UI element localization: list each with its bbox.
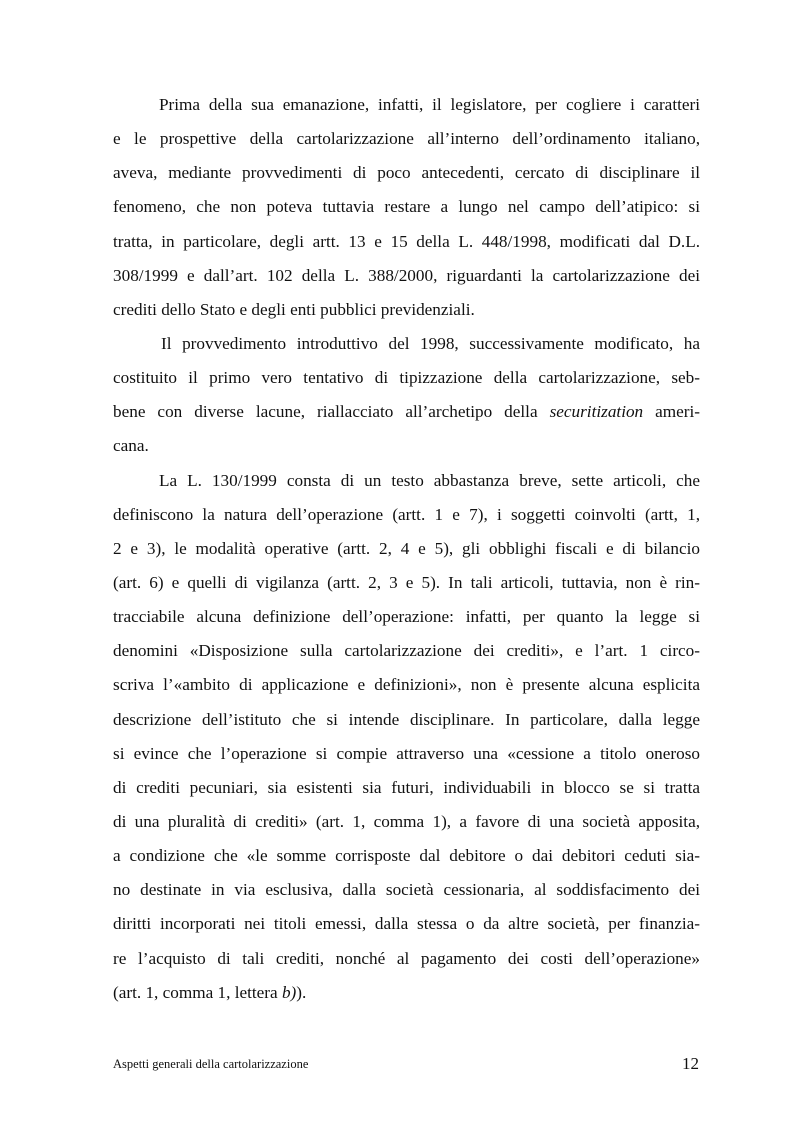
text-line-with-italic — [113, 395, 700, 429]
text-line: a condizione che «le somme corrisposte dal debitore o dai debitori ceduti sia- — [113, 846, 700, 866]
text-line: di una pluralità di crediti» (art. 1, comma 1), a favore di una società apposita, — [113, 811, 700, 831]
text-segment: (art. 1, comma 1, lettera — [113, 982, 278, 1002]
text-segment: ameri- — [655, 402, 701, 422]
text-line: 308/1999 e dall’art. 102 della L. 388/2000, riguardanti la cartolarizzazione dei — [113, 265, 700, 285]
text-line: definiscono la natura dell’operazione (artt. 1 e 7), i soggetti coinvolti (artt, 1, — [113, 504, 700, 524]
text-line: re l’acquisto di tali crediti, nonché al pagamento dei costi dell’operazione» — [113, 948, 700, 968]
text-line: di crediti pecuniari, sia esistenti sia futuri, individuabili in blocco se si tratta — [113, 777, 700, 797]
text-line: crediti dello Stato e degli enti pubblici previdenziali. — [113, 299, 475, 319]
text-line: Il provvedimento introduttivo del 1998, successivamente modificato, ha — [161, 333, 700, 353]
page-number: 12 — [682, 1054, 699, 1073]
text-line: si evince che l’operazione si compie attraverso una «cessione a titolo oneroso — [113, 743, 700, 763]
text-line: fenomeno, che non poteva tuttavia restare a lungo nel campo dell’atipico: si — [113, 197, 700, 217]
text-line: tratta, in particolare, degli artt. 13 e 15 della L. 448/1998, modificati dal D.L. — [113, 231, 700, 251]
body-text — [113, 88, 700, 1010]
text-line: tracciabile alcuna definizione dell’operazione: infatti, per quanto la legge si — [113, 607, 700, 627]
text-line: scriva l’«ambito di applicazione e definizioni», non è presente alcuna esplicita — [113, 675, 700, 695]
text-line: cana. — [113, 436, 149, 456]
text-line: aveva, mediante provvedimenti di poco antecedenti, cercato di disciplinare il — [113, 163, 700, 183]
text-segment: bene con diverse lacune, riallacciato all’archetipo della — [113, 402, 538, 422]
text-segment: ). — [296, 982, 307, 1002]
text-line: e le prospettive della cartolarizzazione all’interno dell’ordinamento italiano, — [113, 129, 700, 149]
text-line: La L. 130/1999 consta di un testo abbastanza breve, sette articoli, che — [159, 470, 700, 490]
paragraph-1 — [113, 88, 700, 327]
text-line-with-italic — [113, 976, 700, 1010]
text-line: costituito il primo vero tentativo di tipizzazione della cartolarizzazione, seb- — [113, 368, 700, 388]
text-line: Prima della sua emanazione, infatti, il legislatore, per cogliere i caratteri — [159, 95, 700, 114]
text-line: no destinate in via esclusiva, dalla società cessionaria, al soddisfacimento dei — [113, 880, 700, 900]
text-line: denomini «Disposizione sulla cartolarizzazione dei crediti», e l’art. 1 circo- — [113, 641, 700, 661]
text-line: (art. 6) e quelli di vigilanza (artt. 2, 3 e 5). In tali articoli, tuttavia, non è rin- — [113, 572, 700, 592]
running-footer-title: Aspetti generali della cartolarizzazione — [113, 1057, 309, 1071]
italic-term: b) — [281, 982, 297, 1002]
paragraph-2 — [113, 327, 700, 464]
paragraph-3 — [113, 464, 700, 1010]
text-line: 2 e 3), le modalità operative (artt. 2, 4 e 5), gli obblighi fiscali e di bilancio — [113, 538, 700, 558]
italic-term: securitization — [549, 402, 644, 422]
text-line: descrizione dell’istituto che si intende disciplinare. In particolare, dalla legge — [113, 709, 700, 729]
text-line: diritti incorporati nei titoli emessi, dalla stessa o da altre società, per finanzia- — [113, 914, 700, 934]
